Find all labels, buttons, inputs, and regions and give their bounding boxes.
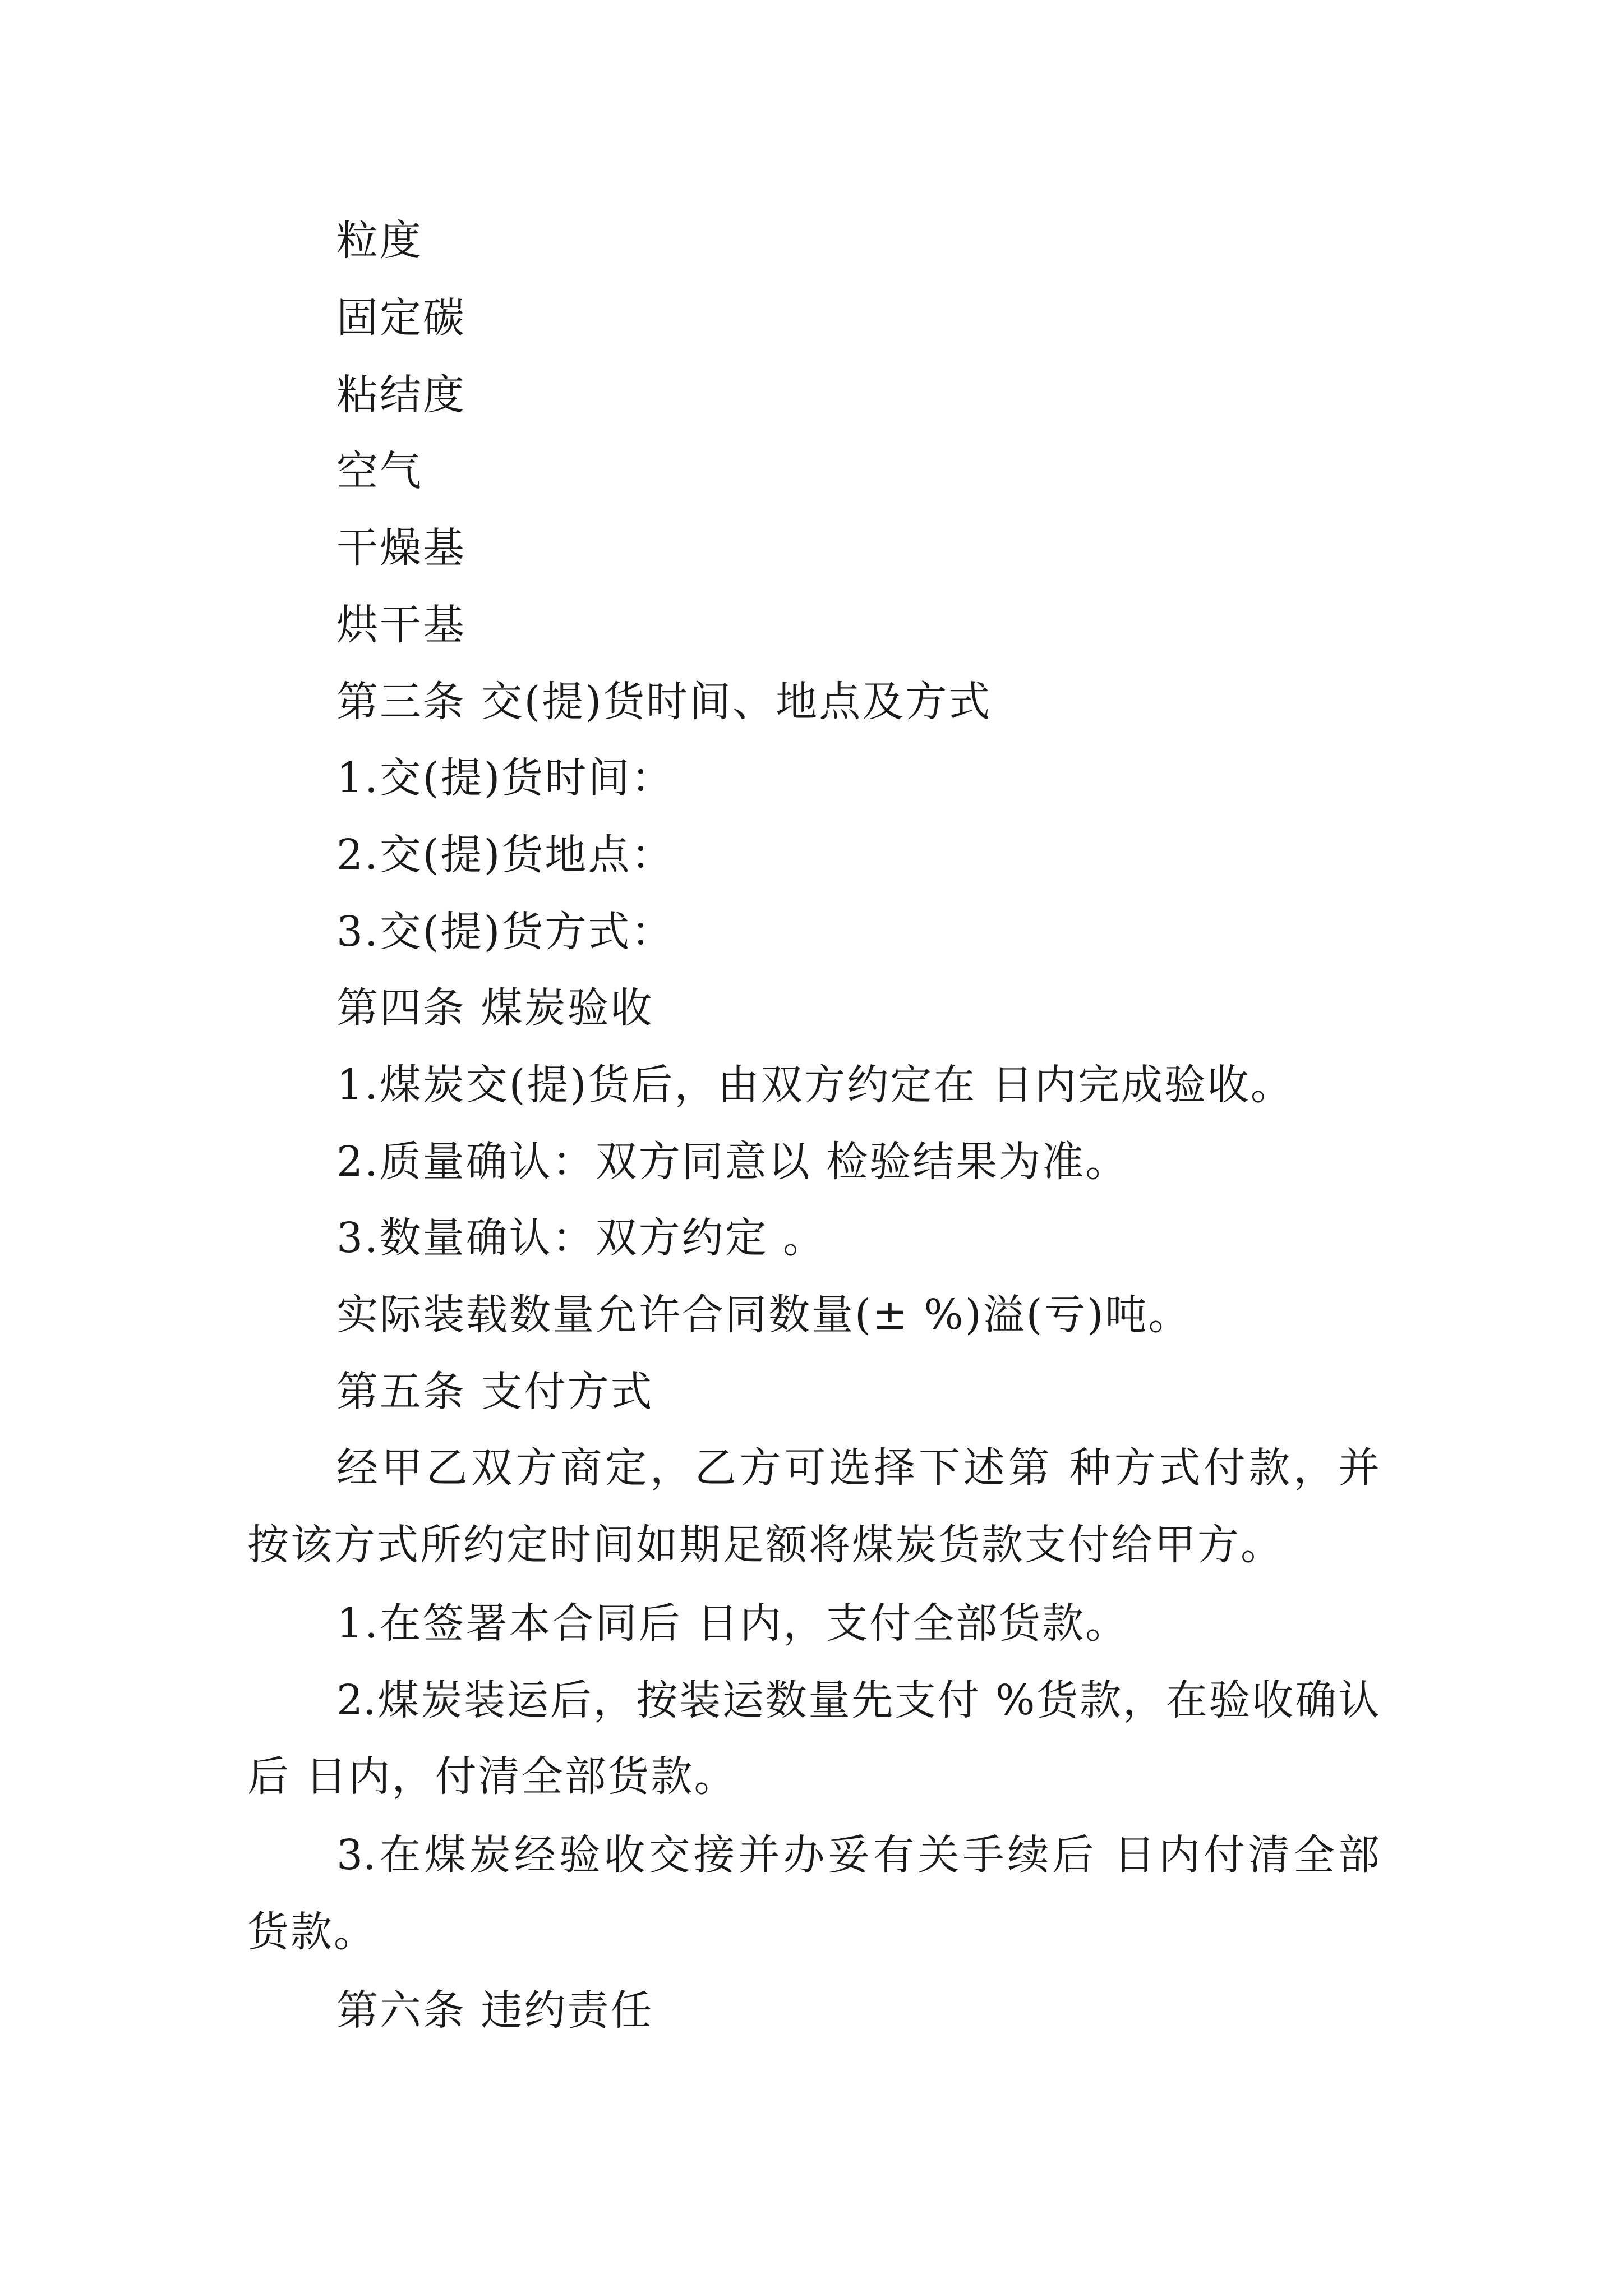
- article-4-tolerance: 实际装载数量允许合同数量(± %)溢(亏)吨。: [336, 1291, 1192, 1339]
- text-line-oven-dry-basis: 烘干基: [336, 601, 466, 649]
- article-3-heading: 第三条 交(提)货时间、地点及方式: [336, 678, 992, 726]
- article-3-item-1: 1.交(提)货时间：: [336, 754, 675, 802]
- article-4-item-1: 1.煤炭交(提)货后，由双方约定在 日内完成验收。: [336, 1061, 1294, 1109]
- text-line-granularity: 粒度: [336, 217, 423, 265]
- article-4-heading: 第四条 煤炭验收: [336, 984, 654, 1032]
- article-6-heading: 第六条 违约责任: [336, 1986, 654, 2035]
- article-3-item-2: 2.交(提)货地点：: [336, 831, 675, 879]
- article-4-item-2: 2.质量确认：双方同意以 检验结果为准。: [336, 1138, 1129, 1186]
- article-5-heading: 第五条 支付方式: [336, 1368, 654, 1416]
- article-5-paragraph-line-2: 按该方式所约定时间如期足额将煤炭货款支付给甲方。: [247, 1521, 1284, 1569]
- payment-option-2-line-1: 2.煤炭装运后，按装运数量先支付 %货款，在验收确认: [336, 1676, 1380, 1724]
- payment-option-2-line-2: 后 日内，付清全部货款。: [247, 1752, 737, 1801]
- article-3-item-3: 3.交(提)货方式：: [336, 908, 675, 956]
- payment-option-3-line-1: 3.在煤炭经验收交接并办妥有关手续后 日内付清全部: [336, 1831, 1380, 1879]
- text-line-dry-basis: 干燥基: [336, 524, 466, 572]
- text-line-caking-index: 粘结度: [336, 371, 466, 419]
- payment-option-3-line-2: 货款。: [247, 1908, 377, 1956]
- article-5-paragraph-line-1: 经甲乙双方商定，乙方可选择下述第 种方式付款，并: [336, 1444, 1380, 1492]
- text-line-air: 空气: [336, 447, 423, 495]
- article-4-item-3: 3.数量确认：双方约定 。: [336, 1214, 827, 1262]
- text-line-fixed-carbon: 固定碳: [336, 294, 466, 342]
- payment-option-1: 1.在签署本合同后 日内，支付全部货款。: [336, 1599, 1129, 1648]
